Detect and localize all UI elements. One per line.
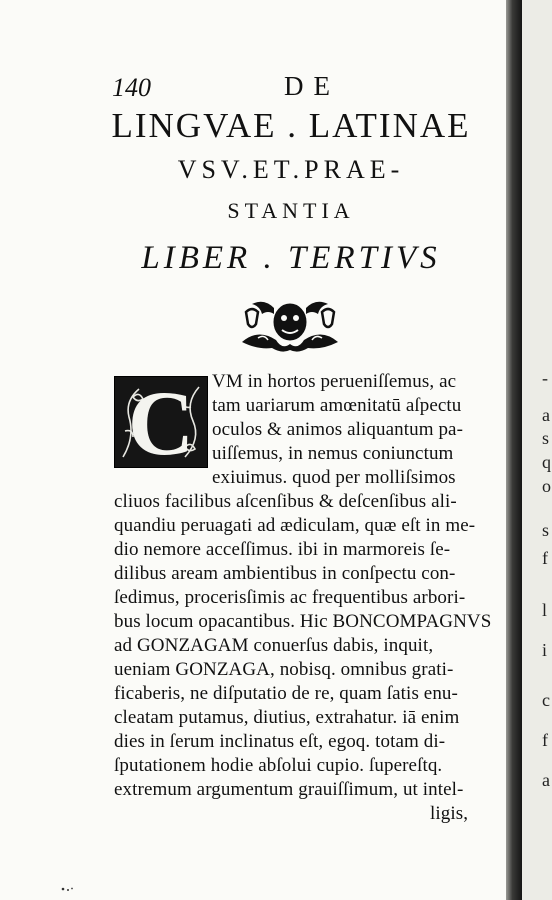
- adjacent-fragment: l: [542, 600, 548, 620]
- adjacent-fragment: o: [542, 476, 551, 496]
- text-line: dio nemore acceſſimus. ibi in marmoreis ſe-: [114, 539, 451, 560]
- page-number: 140: [112, 73, 151, 102]
- adjacent-fragment: a: [542, 405, 550, 425]
- text-line: ueniam GONZAGA, nobisq. omnibus grati-: [114, 659, 454, 680]
- adjacent-fragment: s: [542, 428, 550, 448]
- adjacent-fragment: f: [542, 730, 548, 750]
- adjacent-fragment: s: [542, 520, 550, 540]
- adjacent-fragment: i: [542, 640, 548, 660]
- drop-cap-letter: C: [127, 372, 195, 474]
- running-head: DE: [284, 71, 340, 101]
- text-line: cliuos facilibus aſcenſibus & deſcenſibus ali-: [114, 491, 457, 512]
- text-line: ficaberis, ne diſputatio de re, quam ſatis enu-: [114, 683, 458, 704]
- book-gutter: [506, 0, 522, 900]
- adjacent-fragment: -: [542, 368, 548, 388]
- adjacent-fragment: f: [542, 548, 548, 568]
- text-line: VM in hortos perueniſſemus, ac: [212, 371, 457, 392]
- adjacent-fragment: q: [542, 452, 551, 472]
- ornament-icon: [238, 292, 342, 354]
- text-line: ſedimus, procerisſimis ac frequentibus arbori-: [114, 587, 466, 608]
- book-label: LIBER . TERTIVS: [141, 240, 441, 276]
- drop-cap: [114, 372, 208, 474]
- text-line: oculos & animos aliquantum pa-: [212, 419, 464, 440]
- text-line: bus locum opacantibus. Hic BONCOMPAGNVS: [114, 611, 492, 632]
- adjacent-fragment: a: [542, 770, 550, 790]
- text-line: quandiu peruagati ad ædiculam, quæ eſt in me-: [114, 515, 476, 536]
- paper-speck-icon: [60, 886, 80, 892]
- title-line-2: VSV.ET.PRAE-: [177, 155, 405, 184]
- text-line: ad GONZAGAM conuerſus dabis, inquit,: [114, 635, 434, 656]
- text-line: dies in ſerum inclinatus eſt, egoq. totam di-: [114, 731, 446, 752]
- catchword: ligis,: [430, 803, 469, 824]
- text-line: dilibus aream ambientibus in conſpectu con-: [114, 563, 456, 584]
- text-line: exiuimus. quod per molliſsimos: [212, 467, 456, 488]
- adjacent-fragment: c: [542, 690, 550, 710]
- text-line: tam uariarum amœnitatū aſpectu: [212, 395, 462, 416]
- text-line: uiſſemus, in nemus coniunctum: [212, 443, 454, 464]
- text-line: extremum argumentum grauiſſimum, ut intel-: [114, 779, 464, 800]
- text-line: cleatam putamus, diutius, extrahatur. iā enim: [114, 707, 460, 728]
- title-line-1: LINGVAE . LATINAE: [111, 106, 471, 145]
- adjacent-page: [522, 0, 552, 900]
- text-line: ſputationem hodie abſolui cupio. ſupereſtq.: [114, 755, 443, 776]
- title-line-3: STANTIA: [227, 198, 355, 223]
